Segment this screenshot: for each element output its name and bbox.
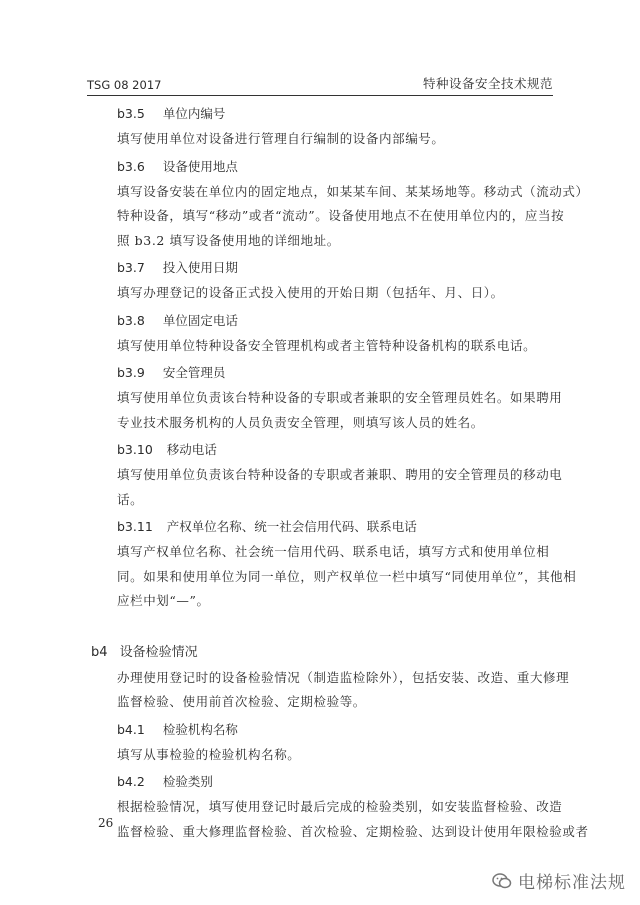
description-line: 填写产权单位名称、社会统一信用代码、联系电话，填写方式和使用单位相 (117, 544, 550, 559)
description-line: 填写使用单位对设备进行管理自行编制的设备内部编号。 (117, 131, 445, 146)
header-title: 特种设备安全技术规范 (422, 76, 553, 91)
item-description (117, 386, 563, 435)
page-header (87, 72, 553, 96)
item-description (117, 281, 557, 306)
description-line: 填写使用单位负责该台特种设备的专职或者兼职的安全管理员姓名。如果聘用 (117, 390, 563, 405)
item-number: b3.9 (117, 365, 145, 380)
description-line: 专业技术服务机构的人员负责安全管理，则填写该人员的姓名。 (117, 414, 484, 430)
description-line: 监督检验、使用前首次检验、定期检验等。 (117, 694, 366, 709)
watermark-text: 电梯标准法规 (518, 873, 626, 893)
description-line: 特种设备，填写“移动”或者“流动”。设备使用地点不在使用单位内的，应当按 (117, 208, 565, 223)
description-line: 填写办理登记的设备正式投入使用的开始日期（包括年、月、日）。 (117, 285, 504, 300)
item-title: 单位内编号 (162, 106, 226, 121)
standard-code: TSG 08 2017 (87, 78, 162, 92)
description-line: 应栏中划“—”。 (117, 593, 210, 608)
item-description (117, 334, 557, 359)
description-line: 根据检验情况，填写使用登记时最后完成的检验类别，如安装监督检验、改造 (117, 799, 563, 814)
item-heading (117, 771, 557, 793)
item-number: b3.7 (117, 260, 145, 275)
item-number: b3.11 (117, 519, 153, 534)
items-list (117, 103, 589, 614)
item-heading (117, 156, 557, 178)
item-description (117, 795, 589, 844)
section-description (117, 666, 570, 715)
item-title: 安全管理员 (162, 365, 226, 380)
item-description (117, 540, 577, 614)
description-line: 照 b3.2 填写设备使用地的详细地址。 (117, 232, 340, 248)
item-title: 单位固定电话 (162, 312, 238, 328)
description-line: 填写使用单位负责该台特种设备的专职或者兼职、聘用的安全管理员的移动电 (117, 467, 563, 482)
item-title: 投入使用日期 (162, 260, 238, 275)
wechat-icon (492, 872, 512, 890)
item-description (117, 127, 557, 152)
item-number: b4.1 (117, 721, 145, 737)
item-number: b3.5 (117, 106, 145, 121)
item-heading (117, 516, 557, 538)
item-heading (117, 257, 557, 279)
item-title: 设备使用地点 (162, 158, 238, 174)
item-number: b4.2 (117, 774, 145, 789)
item-heading (117, 439, 557, 461)
item-description (117, 463, 563, 512)
description-line: 同。如果和使用单位为同一单位，则产权单位一栏中填写“同使用单位”，其他相 (117, 568, 577, 584)
item-heading (117, 103, 557, 125)
page-number: 26 (98, 816, 114, 830)
item-description (117, 743, 557, 768)
section-items-list (117, 719, 589, 845)
section-title-text: 设备检验情况 (119, 644, 198, 660)
item-title: 检验类别 (162, 774, 213, 789)
item-title: 移动电话 (166, 442, 217, 457)
section-heading (91, 642, 557, 664)
section-number: b4 (91, 644, 108, 660)
description-line: 填写使用单位特种设备安全管理机构或者主管特种设备机构的联系电话。 (117, 337, 537, 353)
item-description (117, 180, 589, 254)
item-heading (117, 362, 557, 384)
item-title: 检验机构名称 (162, 721, 238, 737)
item-number: b3.8 (117, 312, 145, 328)
description-line: 填写从事检验的检验机构名称。 (117, 746, 301, 762)
description-line: 话。 (117, 491, 144, 507)
item-heading (117, 310, 557, 332)
watermark (492, 868, 626, 893)
description-line: 监督检验、重大修理监督检验、首次检验、定期检验、达到设计使用年限检验或者 (117, 823, 589, 839)
item-heading (117, 719, 557, 741)
description-line: 办理使用登记时的设备检验情况（制造监检除外），包括安装、改造、重大修理 (117, 669, 570, 685)
description-line: 填写设备安装在单位内的固定地点，如某某车间、某某场地等。移动式（流动式） (117, 183, 589, 199)
item-title: 产权单位名称、统一社会信用代码、联系电话 (166, 519, 417, 534)
item-number: b3.10 (117, 442, 153, 457)
item-number: b3.6 (117, 158, 145, 174)
